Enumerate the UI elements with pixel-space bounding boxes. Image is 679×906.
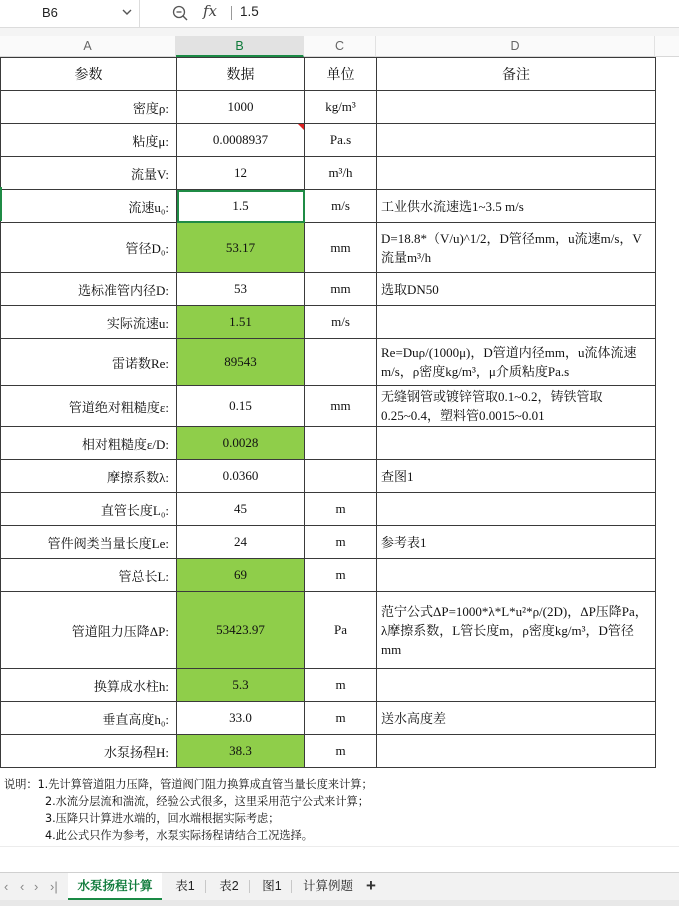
table-row [1,427,656,460]
sheet-tab-bar [0,872,679,900]
header-row [1,58,656,91]
param-cell[interactable]: 管总长L: [1,559,177,592]
note-cell[interactable] [377,91,656,124]
gridline [0,846,679,847]
table-row [1,669,656,702]
name-box[interactable] [0,0,140,27]
param-cell[interactable]: 粘度μ: [1,124,177,157]
value-cell[interactable]: 0.15 [177,386,305,427]
table-row [1,592,656,669]
active-cell[interactable]: 1.5 [177,190,305,223]
next-sheet-icon[interactable]: › [34,879,39,894]
table-row [1,702,656,735]
table-row [1,157,656,190]
note-line-1[interactable]: 说明：1.先计算管道阻力压降，管道阀门阻力换算成直管当量长度来计算； [4,778,373,791]
note-cell[interactable]: 选取DN50 [377,273,656,306]
unit-cell[interactable]: m/s [305,306,377,339]
note-cell[interactable] [377,306,656,339]
value-cell[interactable]: 0.0028 [177,427,305,460]
value-cell[interactable]: 1000 [177,91,305,124]
header-unit[interactable]: 单位 [305,58,377,91]
table-row [1,493,656,526]
active-row-marker [0,187,2,221]
note-cell[interactable] [377,559,656,592]
tab-divider [249,880,250,893]
note-cell[interactable] [377,493,656,526]
param-cell[interactable]: 流量V: [1,157,177,190]
status-strip [0,900,679,906]
table-row [1,559,656,592]
param-cell[interactable]: 直管长度L₀: [1,493,177,526]
unit-cell[interactable]: m [305,735,377,768]
note-cell[interactable]: Re=Duρ/(1000μ)，D管道内径mm，u流体流速m/s，ρ密度kg/m³，μ介质粘度Pa.s [377,339,656,386]
unit-cell[interactable] [305,339,377,386]
param-cell[interactable]: 管道阻力压降ΔP: [1,592,177,669]
param-cell[interactable]: 雷诺数Re: [1,339,177,386]
tab-example[interactable]: 计算例题 [302,879,353,893]
note-cell[interactable] [377,427,656,460]
tab-pump-head[interactable]: 水泵扬程计算 [68,873,162,900]
note-line-3[interactable]: 3.压降只计算进水端的，回水端根据实际考虑； [45,812,280,825]
note-cell[interactable] [377,735,656,768]
tab-divider [205,880,206,893]
table-row [1,339,656,386]
first-sheet-icon[interactable]: ‹ [4,879,9,894]
param-cell[interactable]: 水泵扬程H: [1,735,177,768]
last-sheet-icon[interactable]: ›| [50,879,58,894]
add-sheet-icon[interactable]: + [366,876,376,895]
formula-separator [231,6,232,20]
table-row [1,190,656,223]
note-cell[interactable]: 无缝钢管或镀锌管取0.1~0.2，铸铁管取0.25~0.4，塑料管0.0015~0.01 [377,386,656,427]
note-cell[interactable] [377,669,656,702]
param-cell[interactable]: 实际流速u: [1,306,177,339]
column-header-b[interactable]: B [176,36,304,57]
table-row [1,124,656,157]
column-header-a[interactable]: A [0,36,176,57]
value-cell[interactable]: 33.0 [177,702,305,735]
value-cell[interactable]: 53.17 [177,223,305,273]
table-row [1,526,656,559]
param-cell[interactable]: 管道绝对粗糙度ε: [1,386,177,427]
zoom-icon[interactable] [171,4,189,22]
chevron-down-icon[interactable] [120,4,134,20]
unit-cell[interactable]: m [305,526,377,559]
formula-bar [0,0,679,28]
unit-cell[interactable]: mm [305,223,377,273]
tab-label: 表2 [219,879,239,893]
table-row [1,460,656,493]
spreadsheet-grid [0,57,656,768]
value-cell[interactable]: 24 [177,526,305,559]
param-cell[interactable]: 管径D₀: [1,223,177,273]
unit-cell[interactable]: kg/m³ [305,91,377,124]
unit-cell[interactable] [305,460,377,493]
value-cell[interactable]: 69 [177,559,305,592]
table-row [1,273,656,306]
param-cell[interactable]: 流速u₀: [1,190,177,223]
table-row [1,386,656,427]
unit-cell[interactable]: mm [305,273,377,306]
unit-cell[interactable]: m [305,702,377,735]
function-icon[interactable]: fx [203,2,218,20]
header-data[interactable]: 数据 [177,58,305,91]
column-header-d[interactable]: D [376,36,655,57]
param-cell[interactable]: 相对粗糙度ε/D: [1,427,177,460]
column-header-c[interactable]: C [304,36,376,57]
table-row [1,91,656,124]
header-note[interactable]: 备注 [377,58,656,91]
note-cell[interactable]: 范宁公式ΔP=1000*λ*L*u²*ρ/(2D)，ΔP压降Pa，λ摩擦系数，L管长度m，ρ密度kg/m³，D管径mm [377,592,656,669]
value-cell[interactable]: 5.3 [177,669,305,702]
tab-table1[interactable] [164,873,206,900]
unit-cell[interactable]: Pa [305,592,377,669]
value-cell[interactable]: 53423.97 [177,592,305,669]
comment-indicator-icon[interactable] [298,124,304,130]
formula-input[interactable]: 1.5 [240,4,259,19]
tab-label: 表1 [175,879,195,893]
unit-cell[interactable] [305,427,377,460]
param-cell[interactable]: 摩擦系数λ: [1,460,177,493]
param-cell[interactable]: 密度ρ: [1,91,177,124]
value-cell[interactable]: 38.3 [177,735,305,768]
note-cell[interactable]: 参考表1 [377,526,656,559]
param-cell[interactable]: 选标准管内径D: [1,273,177,306]
value-cell[interactable]: 45 [177,493,305,526]
prev-sheet-icon[interactable]: ‹ [20,879,25,894]
note-cell[interactable]: D=18.8*（V/u)^1/2，D管径mm，u流速m/s，V流量m³/h [377,223,656,273]
toolbar-gap [0,28,679,36]
header-param[interactable]: 参数 [1,58,177,91]
param-cell[interactable]: 换算成水柱h: [1,669,177,702]
unit-cell[interactable]: m/s [305,190,377,223]
value-cell[interactable]: 89543 [177,339,305,386]
note-line-2[interactable]: 2.水流分层流和湍流，经验公式很多，这里采用范宁公式来计算； [45,795,369,808]
value-cell[interactable]: 1.51 [177,306,305,339]
param-cell[interactable]: 管件阀类当量长度Le: [1,526,177,559]
unit-cell[interactable]: m³/h [305,157,377,190]
value-cell[interactable] [177,124,305,157]
value-cell[interactable]: 53 [177,273,305,306]
tab-figure1[interactable] [252,873,292,900]
note-line-4[interactable]: 4.此公式只作为参考，水泵实际扬程请结合工况选择。 [45,829,313,842]
value-cell[interactable]: 0.0360 [177,460,305,493]
note-cell[interactable]: 工业供水流速选1~3.5 m/s [377,190,656,223]
unit-cell[interactable]: m [305,493,377,526]
column-header-extra[interactable] [655,36,679,57]
tab-label: 图1 [262,879,282,893]
param-cell[interactable]: 垂直高度h₀: [1,702,177,735]
cell-reference[interactable]: B6 [42,5,58,20]
unit-cell[interactable]: mm [305,386,377,427]
table-row [1,223,656,273]
note-cell[interactable]: 送水高度差 [377,702,656,735]
note-cell[interactable] [377,124,656,157]
tab-table2[interactable] [208,873,250,900]
unit-cell[interactable]: m [305,559,377,592]
note-cell[interactable]: 查图1 [377,460,656,493]
note-cell[interactable] [377,157,656,190]
unit-cell[interactable]: m [305,669,377,702]
tab-divider [291,880,292,893]
value-text: 0.0008937 [212,132,269,147]
value-cell[interactable]: 12 [177,157,305,190]
table-row [1,735,656,768]
unit-cell[interactable]: Pa.s [305,124,377,157]
table-row [1,306,656,339]
